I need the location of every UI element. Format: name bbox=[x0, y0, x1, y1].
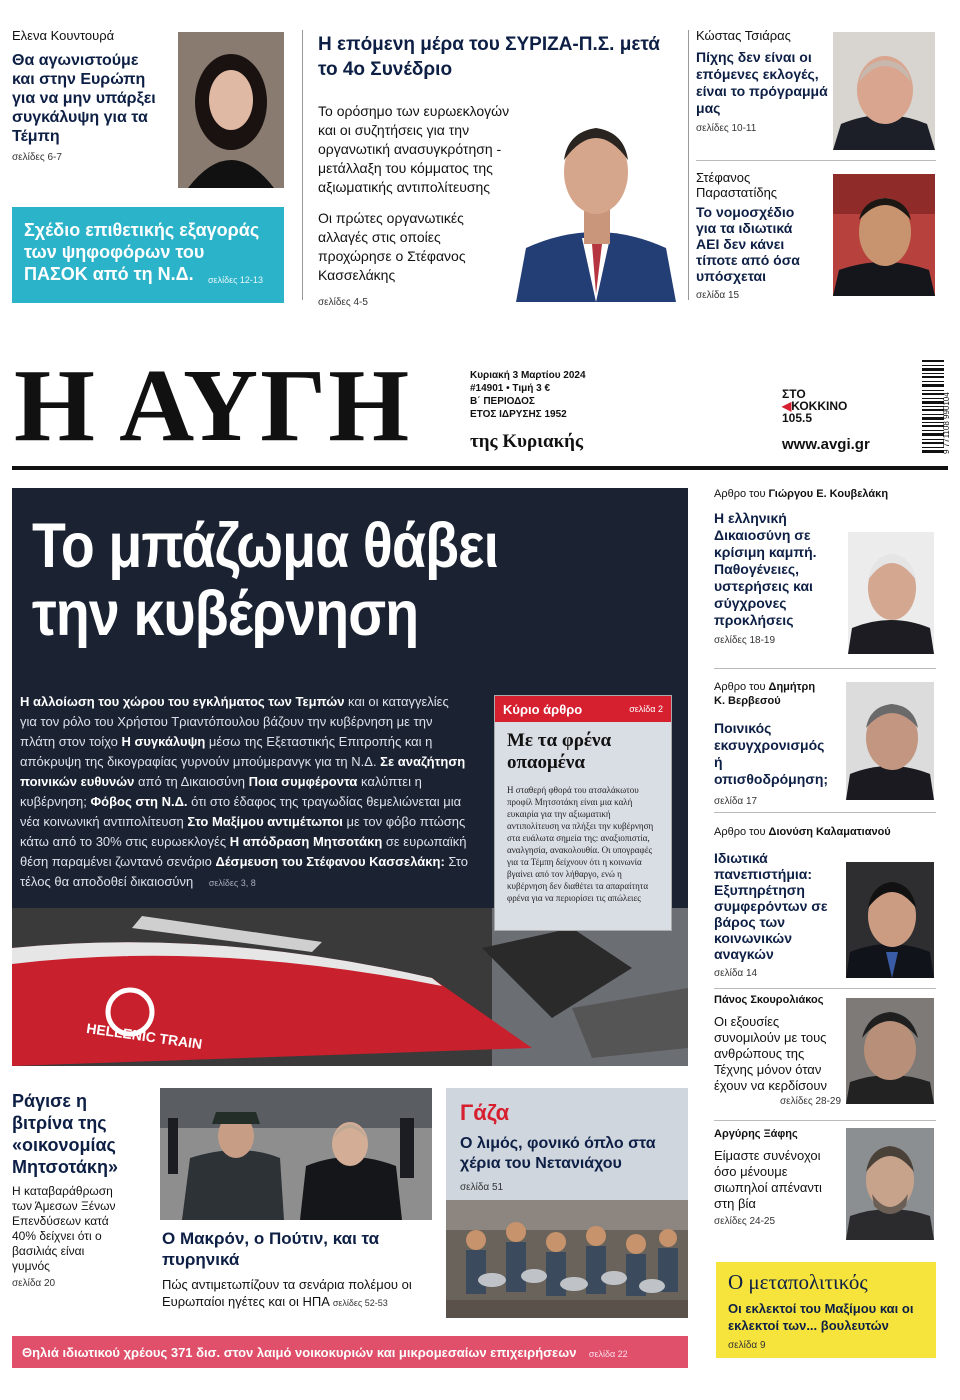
barcode-digits: 9 771108 990104 bbox=[942, 392, 951, 454]
gaza-children-photo bbox=[446, 1200, 688, 1318]
page-reference: σελίδα 15 bbox=[696, 290, 740, 301]
lead-text-1: και οι καταγγελίες για τον ρόλο του Χρήστου Τριαντόπουλου βάζουν την κυβέρνηση με την πλάτη στον τοίχο bbox=[20, 694, 449, 749]
interviewee-name: Πάνος Σκουρολιάκος bbox=[714, 994, 824, 1006]
lead-sub-4: Ποια συμφέροντα bbox=[248, 774, 358, 789]
gaza-title: Ο λιμός, φονικό όπλο στα χέρια του Νετανιάχου bbox=[460, 1135, 656, 1172]
lead-sub-8: Δέσμευση του Στέφανου Κασσελάκη: bbox=[215, 854, 445, 869]
issue-date: Κυριακή 3 Μαρτίου 2024 bbox=[470, 370, 586, 381]
train-logo-text: HELLENIC TRAIN bbox=[85, 1019, 204, 1053]
macron-text-body: Πώς αντιμετωπίζουν τα σενάρια πολέμου οι Ευρωπαίοι ηγέτες και οι ΗΠΑ bbox=[162, 1277, 412, 1309]
editorial-body: Η σταθερή φθορά του ατσαλάκωτου προφίλ Μητσοτάκη είναι μια καλή ευκαιρία για την αξιωματική αντιπολίτευση να πλήξει την κυβέρνηση στα ευάλωτα σημεία της: αναξιοπιστία, αναλγησία, ανακολουθία. Οι υπογραφές για τα Τέμπη δείχνουν ότι η κοινωνία βγαίνει από τον λήθαργο, ενώ η κυβέρνηση δεν διαθέτει τα απαραίτητα φρένα για να περιορίσει τις απώλειες bbox=[507, 785, 654, 903]
metapolitikos-text: Οι εκλεκτοί του Μαξίμου και οι εκλεκτοί των... βουλευτών bbox=[728, 1301, 914, 1333]
author-name: Στέφανος Παραστατίδης bbox=[696, 170, 778, 200]
opinion-headline: Η ελληνική Δικαιοσύνη σε κρίσιμη καμπή. Παθογένειες, υστερήσεις και σύγχρονες προκλήσεις bbox=[714, 510, 817, 628]
lead-text-8: Στο τέλος θα αποδοθεί δικαιοσύνη bbox=[20, 854, 468, 889]
syriza-p2: Οι πρώτες οργανωτικές αλλαγές στις οποίες προχώρησε ο Στέφανος Κασσελάκης bbox=[318, 210, 466, 283]
editorial-box[interactable] bbox=[494, 695, 672, 931]
lead-sub-5: Φόβος στη Ν.Δ. bbox=[90, 794, 188, 809]
masthead-rule bbox=[12, 466, 948, 470]
byline-prefix: Αρθρο του bbox=[714, 681, 766, 693]
gaza-story[interactable] bbox=[446, 1088, 688, 1318]
lead-text-4: καλύπτει η κυβέρνηση; bbox=[20, 774, 422, 809]
economy-title: Ράγισε η βιτρίνα της «οικονομίας Μητσοτάκη» bbox=[12, 1091, 118, 1177]
masthead-info bbox=[470, 369, 586, 421]
masthead-subtitle: της Κυριακής bbox=[470, 431, 583, 452]
divider bbox=[688, 30, 689, 300]
kalamatianou-photo bbox=[846, 862, 934, 978]
economy-story[interactable] bbox=[12, 1090, 148, 1320]
page-reference: σελίδα 9 bbox=[728, 1340, 766, 1351]
metapolitikos-box[interactable] bbox=[716, 1262, 936, 1358]
train-wreck-photo bbox=[12, 908, 688, 1066]
syriza-p1: Το ορόσημο των ευρωεκλογών και οι συζητήσεις για την οργανωτική ανασυγκρότηση - μετάλλαξη του κόμματος της αξιωματικής αντιπολίτευσης bbox=[318, 103, 510, 195]
radio-red-icon: ◀ bbox=[782, 399, 792, 413]
lead-sub-1: Η αλλοίωση του χώρου του εγκλήματος των Τεμπών bbox=[20, 694, 345, 709]
byline bbox=[714, 488, 940, 500]
page-reference: σελίδα 20 bbox=[12, 1278, 56, 1289]
lead-headline-line-1: Το μπάζωμα θάβει bbox=[32, 511, 499, 581]
author-name: Ελενα Κουντουρά bbox=[12, 28, 115, 43]
page-reference: σελίδα 17 bbox=[714, 796, 758, 807]
macron-title: Ο Μακρόν, ο Πούτιν, και τα πυρηνικά bbox=[162, 1229, 380, 1269]
radio-line-1: ΣΤΟ bbox=[782, 387, 806, 401]
page-reference: σελίδα 14 bbox=[714, 968, 758, 979]
kasselakis-photo bbox=[516, 98, 676, 302]
page-reference: σελίδες 10-11 bbox=[696, 123, 757, 134]
editorial-title: Με τα φρένα οπαομένα bbox=[507, 730, 612, 773]
kouvelakis-photo bbox=[848, 532, 934, 654]
page-reference: σελίδες 12-13 bbox=[208, 275, 263, 285]
lead-sub-6: Στο Μαξίμου αντιμέτωποι bbox=[187, 814, 343, 829]
divider bbox=[714, 988, 936, 989]
byline-author: Δημήτρη Κ. Βερβεσού bbox=[714, 681, 816, 707]
radio-logo[interactable] bbox=[782, 388, 847, 424]
macron-story[interactable] bbox=[162, 1228, 434, 1318]
top-story-tsiaras[interactable] bbox=[696, 28, 828, 153]
radio-line-3: 105.5 bbox=[782, 411, 813, 425]
parastatidis-photo bbox=[833, 174, 935, 296]
story-headline: Το νομοσχέδιο για τα ιδιωτικά ΑΕΙ δεν κάνει τίποτε από όσα υπόσχεται bbox=[696, 204, 800, 284]
story-headline: Πίχης δεν είναι οι επόμενες εκλογές, είναι το πρόγραμμά μας bbox=[696, 49, 828, 116]
kountoura-photo bbox=[178, 32, 284, 188]
lead-headline bbox=[32, 512, 498, 648]
page-reference: σελίδα 22 bbox=[588, 1349, 628, 1359]
opinion-headline: Ιδιωτικά πανεπιστήμια: Εξυπηρέτηση συμφερόντων σε βάρος των κοινωνικών αναγκών bbox=[714, 850, 828, 962]
byline-prefix: Αρθρο του bbox=[714, 826, 766, 838]
economy-text: Η καταβαράθρωση των Άμεσων Ξένων Επενδύσεων κατά 40% δείχνει ότι ο βασιλιάς είναι γυμνός bbox=[12, 1184, 116, 1273]
editorial-label: Κύριο άρθρο bbox=[503, 702, 583, 717]
interview-text: Είμαστε συνένοχοι όσο μένουμε σιωπηλοί απέναντι στη βία bbox=[714, 1148, 822, 1211]
lead-sub-3: Σε αναζήτηση ποινικών ευθυνών bbox=[20, 754, 466, 789]
page-reference: σελίδες 3, 8 bbox=[208, 878, 256, 888]
page-reference: σελίδες 18-19 bbox=[714, 635, 776, 646]
byline-prefix: Αρθρο του bbox=[714, 488, 766, 500]
byline bbox=[714, 826, 940, 838]
pasok-box[interactable] bbox=[12, 207, 284, 303]
top-story-parastatidis[interactable] bbox=[696, 170, 832, 304]
tsiaras-photo bbox=[833, 32, 935, 150]
macron-putin-photo bbox=[160, 1088, 432, 1220]
page-reference: σελίδες 24-25 bbox=[714, 1216, 776, 1227]
macron-text bbox=[162, 1276, 426, 1312]
lead-story[interactable] bbox=[12, 488, 688, 1066]
page-reference: σελίδες 28-29 bbox=[780, 1096, 842, 1107]
page-reference: σελίδα 2 bbox=[629, 704, 663, 714]
page-reference: σελίδες 52-53 bbox=[332, 1298, 388, 1308]
lead-text-6: με τον φόβο πτώσης κάτω από το 30% στις ευρωεκλογές bbox=[20, 814, 466, 849]
website-link[interactable]: www.avgi.gr bbox=[782, 436, 870, 453]
interviewee-name: Αργύρης Ξάφης bbox=[714, 1128, 798, 1140]
interview-text: Οι εξουσίες συνομιλούν με τους ανθρώπους της Τέχνης μόνον όταν έχουν να κερδίσουν bbox=[714, 1014, 828, 1093]
lead-text-3: από τη Δικαιοσύνη bbox=[134, 774, 249, 789]
issue-number: #14901 • Τιμή 3 € bbox=[470, 383, 551, 394]
lead-headline-line-2: την κυβέρνηση bbox=[32, 579, 419, 649]
lead-text-2: μέσω της Εξεταστικής Επιτροπής και η απόκρυψη της δικογραφίας γυρνούν μπούμερανγκ για τη Ν.Δ. bbox=[20, 734, 433, 769]
byline-author: Γιώργου Ε. Κουβελάκη bbox=[768, 488, 889, 500]
byline-author: Διονύση Καλαματιανού bbox=[768, 826, 891, 838]
page-reference: σελίδες 4-5 bbox=[318, 297, 368, 308]
founded-year: ΕΤΟΣ ΙΔΡΥΣΗΣ 1952 bbox=[470, 409, 567, 420]
xafis-photo bbox=[846, 1128, 934, 1240]
masthead-title: Η ΑΥΓΗ bbox=[14, 348, 412, 463]
lead-sub-7: Η απόδραση Μητσοτάκη bbox=[229, 834, 383, 849]
page-reference: σελίδες 6-7 bbox=[12, 152, 62, 163]
lead-text-5: ότι στο έδαφος της τραγωδίας θεμελιώνεται μια νέα κοινωνική αντιπολίτευση bbox=[20, 794, 462, 829]
lead-sub-2: Η συγκάλυψη bbox=[121, 734, 206, 749]
divider bbox=[302, 30, 303, 300]
syriza-title: Η επόμενη μέρα του ΣΥΡΙΖΑ-Π.Σ. μετά το 4ο Συνέδριο bbox=[318, 34, 660, 80]
divider bbox=[696, 160, 936, 161]
skouroliakos-photo bbox=[846, 998, 934, 1104]
metapolitikos-title: Ο μεταπολιτικός bbox=[728, 1270, 868, 1294]
divider bbox=[714, 812, 936, 813]
barcode bbox=[922, 360, 944, 454]
radio-line-2: ΚΟΚΚΙΝΟ bbox=[791, 399, 848, 413]
gaza-kicker: Γάζα bbox=[460, 1100, 510, 1125]
top-story-kountoura[interactable] bbox=[12, 28, 172, 198]
page-reference: σελίδα 51 bbox=[460, 1182, 504, 1193]
lead-body bbox=[20, 692, 468, 893]
debt-text: Θηλιά ιδιωτικού χρέους 371 δισ. στον λαιμό νοικοκυριών και μικρομεσαίων επιχειρήσεων bbox=[22, 1345, 577, 1360]
story-headline: Θα αγωνιστούμε και στην Ευρώπη για να μην υπάρξει συγκάλυψη για τα Τέμπη bbox=[12, 52, 156, 145]
byline bbox=[714, 680, 824, 708]
lead-text-7: σε ευρωπαϊκή θέση παραμένει ζωντανό σενάριο bbox=[20, 834, 467, 869]
vervesou-photo bbox=[846, 682, 934, 800]
opinion-headline: Ποινικός εκσυγχρονισμός ή οπισθοδρόμηση; bbox=[714, 720, 829, 787]
editorial-label-bar bbox=[495, 696, 671, 722]
issue-period: Β΄ ΠΕΡΙΟΔΟΣ bbox=[470, 396, 535, 407]
pasok-text: Σχέδιο επιθετικής εξαγοράς των ψηφοφόρων του ΠΑΣΟΚ από τη Ν.Δ. bbox=[24, 220, 260, 284]
debt-banner[interactable] bbox=[12, 1336, 688, 1368]
divider bbox=[714, 1120, 936, 1121]
divider bbox=[714, 668, 936, 669]
author-name: Κώστας Τσιάρας bbox=[696, 28, 791, 43]
